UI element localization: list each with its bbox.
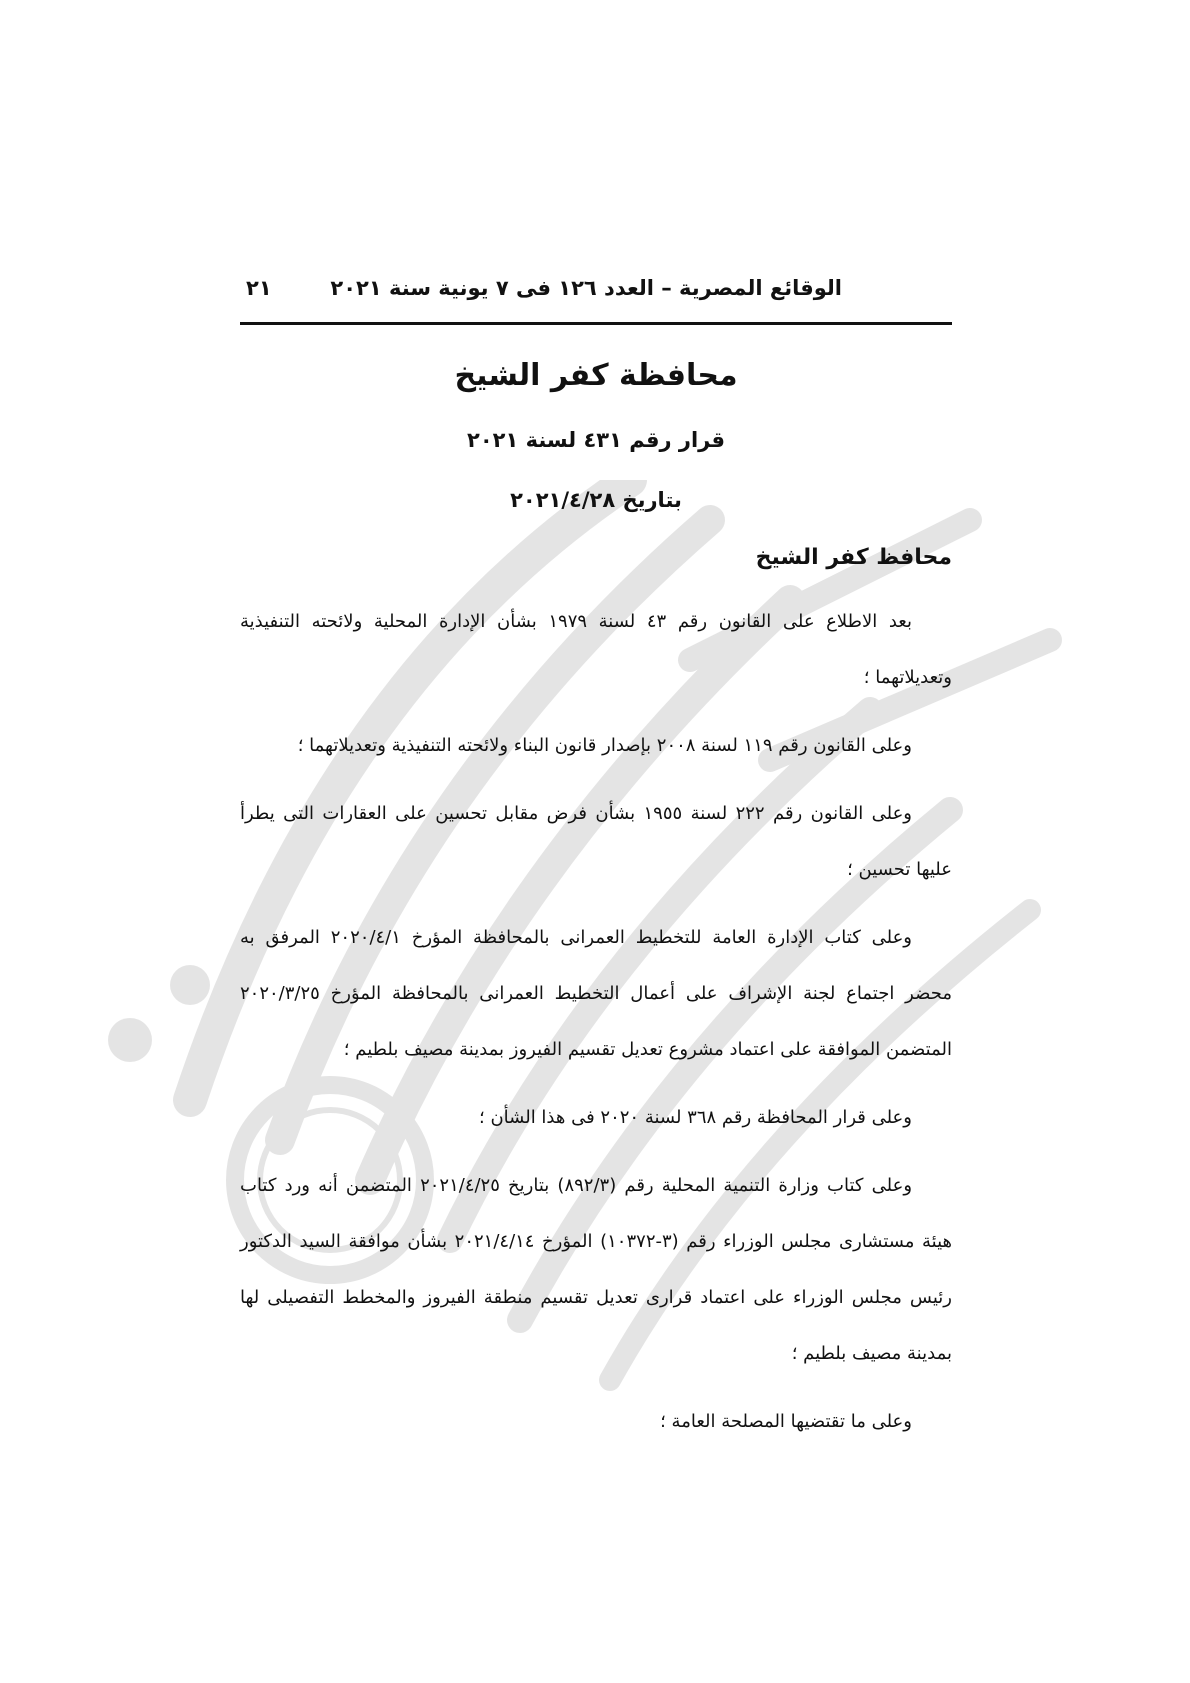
paragraph: وعلى القانون رقم ٢٢٢ لسنة ١٩٥٥ بشأن فرض مقابل تحسين على العقارات التى يطرأ عليها تحسين ؛	[240, 803, 952, 880]
paragraph: وعلى القانون رقم ١١٩ لسنة ٢٠٠٨ بإصدار قانون البناء ولائحته التنفيذية وتعديلاتهما ؛	[297, 735, 912, 756]
decree-number: قرار رقم ٤٣١ لسنة ٢٠٢١	[467, 428, 725, 452]
paragraph: وعلى كتاب الإدارة العامة للتخطيط العمرانى بالمحافظة المؤرخ ٢٠٢٠/٤/١ المرفق به محضر اجتماع لجنة الإشراف على أعمال التخطيط العمرانى بالمحافظة المؤرخ ٢٠٢٠/٣/٢٥ المتضمن الموافقة على اعتماد مشروع تعديل تقسيم الفيروز بمدينة مصيف بلطيم ؛	[240, 927, 952, 1060]
header-rule	[240, 322, 952, 325]
issuer-heading: محافظ كفر الشيخ	[755, 545, 952, 570]
header-title: الوقائع المصرية – العدد ١٢٦ فى ٧ يونية سنة ٢٠٢١	[330, 276, 842, 300]
paragraph: بعد الاطلاع على القانون رقم ٤٣ لسنة ١٩٧٩ بشأن الإدارة المحلية ولائحته التنفيذية وتعديلاتهما ؛	[240, 611, 952, 688]
decree-date: بتاريخ ٢٠٢١/٤/٢٨	[510, 488, 682, 512]
paragraph: وعلى قرار المحافظة رقم ٣٦٨ لسنة ٢٠٢٠ فى هذا الشأن ؛	[479, 1107, 912, 1128]
paragraph: وعلى ما تقتضيها المصلحة العامة ؛	[660, 1411, 912, 1432]
running-header	[240, 276, 952, 316]
page-number: ٢١	[246, 276, 272, 300]
paragraph: وعلى كتاب وزارة التنمية المحلية رقم (٨٩٢/٣) بتاريخ ٢٠٢١/٤/٢٥ المتضمن أنه ورد كتاب هيئة مستشارى مجلس الوزراء رقم (٣-١٠٣٧٢) المؤرخ ٢٠٢١/٤/١٤ بشأن موافقة السيد الدكتور رئيس مجلس الوزراء على اعتماد قرارى تعديل تقسيم منطقة الفيروز والمخطط التفصيلى لها بمدينة مصيف بلطيم ؛	[240, 1175, 953, 1364]
document-title: محافظة كفر الشيخ	[454, 358, 738, 393]
document-body	[240, 594, 952, 1462]
